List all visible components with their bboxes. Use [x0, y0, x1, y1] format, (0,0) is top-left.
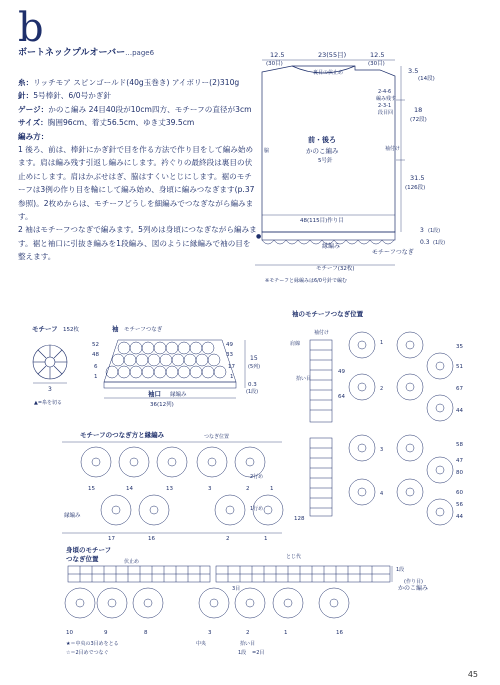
shoulder-line-label: 肩線	[290, 341, 301, 347]
neck-bindoff: 裏目の伏止め	[313, 70, 344, 76]
page-number: 45	[467, 670, 478, 679]
sc-num-3: 3	[380, 447, 384, 453]
sc-mark-10: 44	[456, 514, 463, 520]
side-left-label: 脇	[264, 148, 270, 154]
sc-mark-8: 60	[456, 490, 463, 496]
panel-needle: 5号針	[318, 158, 333, 164]
body-center-label: 3目	[232, 586, 241, 592]
pickup-label: 拾い目	[296, 376, 312, 382]
bottom-right-rows: (1段)	[428, 228, 441, 234]
sleeve-col-right2: 33	[226, 352, 233, 358]
sc-mark-6: 47	[456, 458, 463, 464]
motif-sample	[33, 345, 67, 383]
shoulder-note3: 段目回	[378, 110, 394, 116]
sc-num-4: 4	[380, 491, 384, 497]
ce-num2-4: 1	[264, 536, 268, 542]
step-1: 1 後ろ、前は、棒針にかぎ針で目を作る方法で作り目をして編み始めます。肩は編み残す引返し編みにします。衿ぐりの最終段は裏目の伏止めにします。肩はかぶせはぎ、脇はすくいとじにします。裾のモチーフは3例の作り目を輪にして編み始め、身頃に編みつなぎます(p.37参照)。2枚めからは、モチーフどうしを細編みでつなぎながら編みます。	[18, 145, 255, 222]
top-right-st: (30目)	[368, 61, 385, 67]
sleeve-col-right1: 49	[226, 342, 233, 348]
method-label: 編み方：	[18, 131, 49, 141]
ce-num2-2: 16	[148, 536, 155, 542]
size-text: 胸囲96cm、着丈56.5cm、ゆき丈39.5cm	[47, 118, 195, 128]
ce-num-3: 13	[166, 486, 173, 492]
bc-num-7: 16	[336, 630, 343, 636]
row-label-1: 2行め	[250, 474, 264, 480]
bottom-right-rows2: (1段)	[433, 240, 446, 246]
body-mark3: (作り目)	[404, 579, 423, 585]
body-connect-title2: つなぎ位置	[66, 555, 99, 563]
top-left-st: (30目)	[266, 61, 283, 67]
motif-sample-label: モチーフ	[32, 325, 58, 333]
sleeve-diagram	[104, 340, 245, 398]
side-right-label: 袖付け	[385, 146, 401, 152]
size-label: サイズ：	[18, 118, 48, 128]
top-left-cm: 12.5	[270, 51, 285, 59]
sc-mark-1: 35	[456, 344, 463, 350]
ce-num-6: 1	[270, 486, 274, 492]
shoulder-note1b: 編み残す	[376, 96, 397, 102]
needle-text: 5号棒針、6/0号かぎ針	[33, 91, 111, 101]
bc-legend3: 拾い目	[240, 641, 256, 647]
bc-num-4: 3	[208, 630, 212, 636]
sleeve-right-rows: (5列)	[248, 364, 261, 370]
gauge-text: かのこ編み 24目40段が10cm四方、モチーフの直径が3cm	[48, 104, 252, 114]
bc-legend2: ☆＝2目めでつなぐ	[66, 650, 109, 656]
sc-mark-4: 44	[456, 408, 463, 414]
needle-label: 針：	[18, 91, 34, 101]
sc-mark-3: 67	[456, 386, 463, 392]
sleeve-col-left4: 1	[94, 374, 98, 380]
motif-count: モチーフ(32枚)	[316, 266, 355, 272]
connect-edge-title: モチーフのつなぎ方と縁編み	[80, 431, 165, 439]
cast-on-label: 48(115目)作り目	[300, 218, 344, 224]
pick-num-2: 64	[338, 394, 345, 400]
bc-num-3: 8	[144, 630, 148, 636]
top-right-cm: 12.5	[370, 51, 385, 59]
page-reference: …page6	[125, 49, 155, 57]
sleeve-col-left2: 48	[92, 352, 99, 358]
ce-num-1: 15	[88, 486, 95, 492]
shoulder-note2: 2-3-1	[378, 103, 392, 109]
sc-mark-7: 80	[456, 470, 463, 476]
sleeve-right-rows2: (1段)	[246, 389, 259, 395]
shoulder-note1: 2-4-6	[378, 89, 392, 95]
bc-bottom-note: 中央	[196, 641, 207, 647]
motif-note: ※モチーフと縁編みは6/0号針で編む	[265, 278, 347, 284]
right-h3-rows: (126段)	[405, 185, 426, 191]
connect-strip-bottom	[310, 438, 332, 516]
step-2: 2 袖はモチーフつなぎで編みます。5列めは身頃につなぎながら編みます。裾と袖口に引抜き編みを1段編み、図のように縁編みで袖の目を整えます。	[18, 225, 257, 262]
bc-legend4: 1段	[238, 650, 247, 656]
connect-strip-top	[310, 340, 332, 422]
ce-num2-3: 2	[226, 536, 230, 542]
sleeve-bottom-edge: 縁編み	[170, 392, 187, 398]
panel-title: 前・後ろ	[308, 136, 336, 144]
right-h2-rows: (72段)	[410, 117, 427, 123]
sleeve-col-right4: 1	[230, 374, 234, 380]
right-h3-cm: 31.5	[410, 174, 425, 182]
body-connect-title1: 身頃のモチーフ	[66, 546, 112, 554]
motif-sample-legend: ▲=糸を切る	[34, 400, 63, 406]
bottom-right-cm: 3	[420, 227, 424, 234]
sleeve-bottom-label: 袖口	[148, 390, 161, 398]
bc-legend1: ★＝中央の3目めをとる	[66, 641, 119, 647]
body-bind-label: 伏止め	[124, 559, 140, 565]
edge-band	[262, 232, 395, 240]
gauge-label: ゲージ：	[18, 104, 49, 114]
sleeve-connect-title: 袖のモチーフつなぎ位置	[292, 310, 364, 318]
sleeve-motif-grid	[106, 342, 226, 378]
sleeve-col-right3: 17	[228, 364, 235, 370]
bc-legend5: =2目	[252, 650, 265, 656]
bc-num-6: 1	[284, 630, 288, 636]
ce-num-2: 14	[126, 486, 133, 492]
sc-num-2: 2	[380, 386, 384, 392]
sleeve-col-left1: 52	[92, 342, 99, 348]
body-mark1: とじ代	[286, 554, 302, 560]
sc-num-1: 1	[380, 340, 384, 346]
right-h2-cm: 18	[414, 106, 423, 114]
bc-num-1: 10	[66, 630, 73, 636]
sleeve-right-cm2: 0.3	[248, 382, 257, 388]
sleeve-label2: モチーフつなぎ	[124, 327, 163, 333]
sleeve-label: 袖	[112, 325, 119, 333]
join-label: つなぎ位置	[204, 434, 230, 440]
sleeve-right-cm: 15	[250, 355, 258, 362]
panel-stitch: かのこ編み	[306, 147, 339, 155]
sleeve-col-left3: 6	[94, 364, 98, 370]
top-mid-cm: 23(55目)	[318, 51, 347, 59]
pick-num-1: 49	[338, 369, 345, 375]
body-kanoko-label: かのこ編み	[398, 585, 429, 592]
start-dot: ●	[256, 233, 262, 240]
pick-num-3: 128	[294, 516, 305, 522]
connect-edge-label: 縁編み	[64, 513, 81, 519]
ce-num2-1: 17	[108, 536, 115, 542]
sleeve-bottom-size: 36(12列)	[150, 402, 174, 408]
yarn-label: 糸：	[18, 78, 34, 87]
section-letter: b	[18, 5, 44, 51]
bottom-right-cm2: 0.3	[420, 239, 430, 246]
sleeve-cuff	[104, 382, 236, 388]
bc-num-2: 9	[104, 630, 108, 636]
sc-mark-9: 56	[456, 502, 463, 508]
sc-mark-5: 58	[456, 442, 463, 448]
motif-sample-size: 3	[48, 386, 52, 393]
body-mark2: 1段	[396, 567, 405, 573]
ce-num-4: 3	[208, 486, 212, 492]
sc-mark-2: 51	[456, 364, 463, 370]
motif-sample-count: 152枚	[63, 327, 79, 333]
row-label-2: 1行め	[250, 506, 264, 512]
sleeve-side-label: 袖付け	[314, 330, 330, 336]
right-h1-rows: (14段)	[418, 76, 435, 82]
edge-label: 縁編み	[322, 243, 341, 250]
ce-num-5: 2	[246, 486, 250, 492]
yarn-text: リッチモア スピンゴールド(40g玉巻き) アイボリー(2)310g	[33, 78, 240, 87]
title-text: ボートネックプルオーバー	[18, 48, 126, 58]
motif-label: モチーフつなぎ	[372, 249, 414, 256]
right-h1-cm: 3.5	[408, 67, 419, 75]
body-connect-diagram	[65, 566, 392, 618]
bc-num-5: 2	[246, 630, 250, 636]
